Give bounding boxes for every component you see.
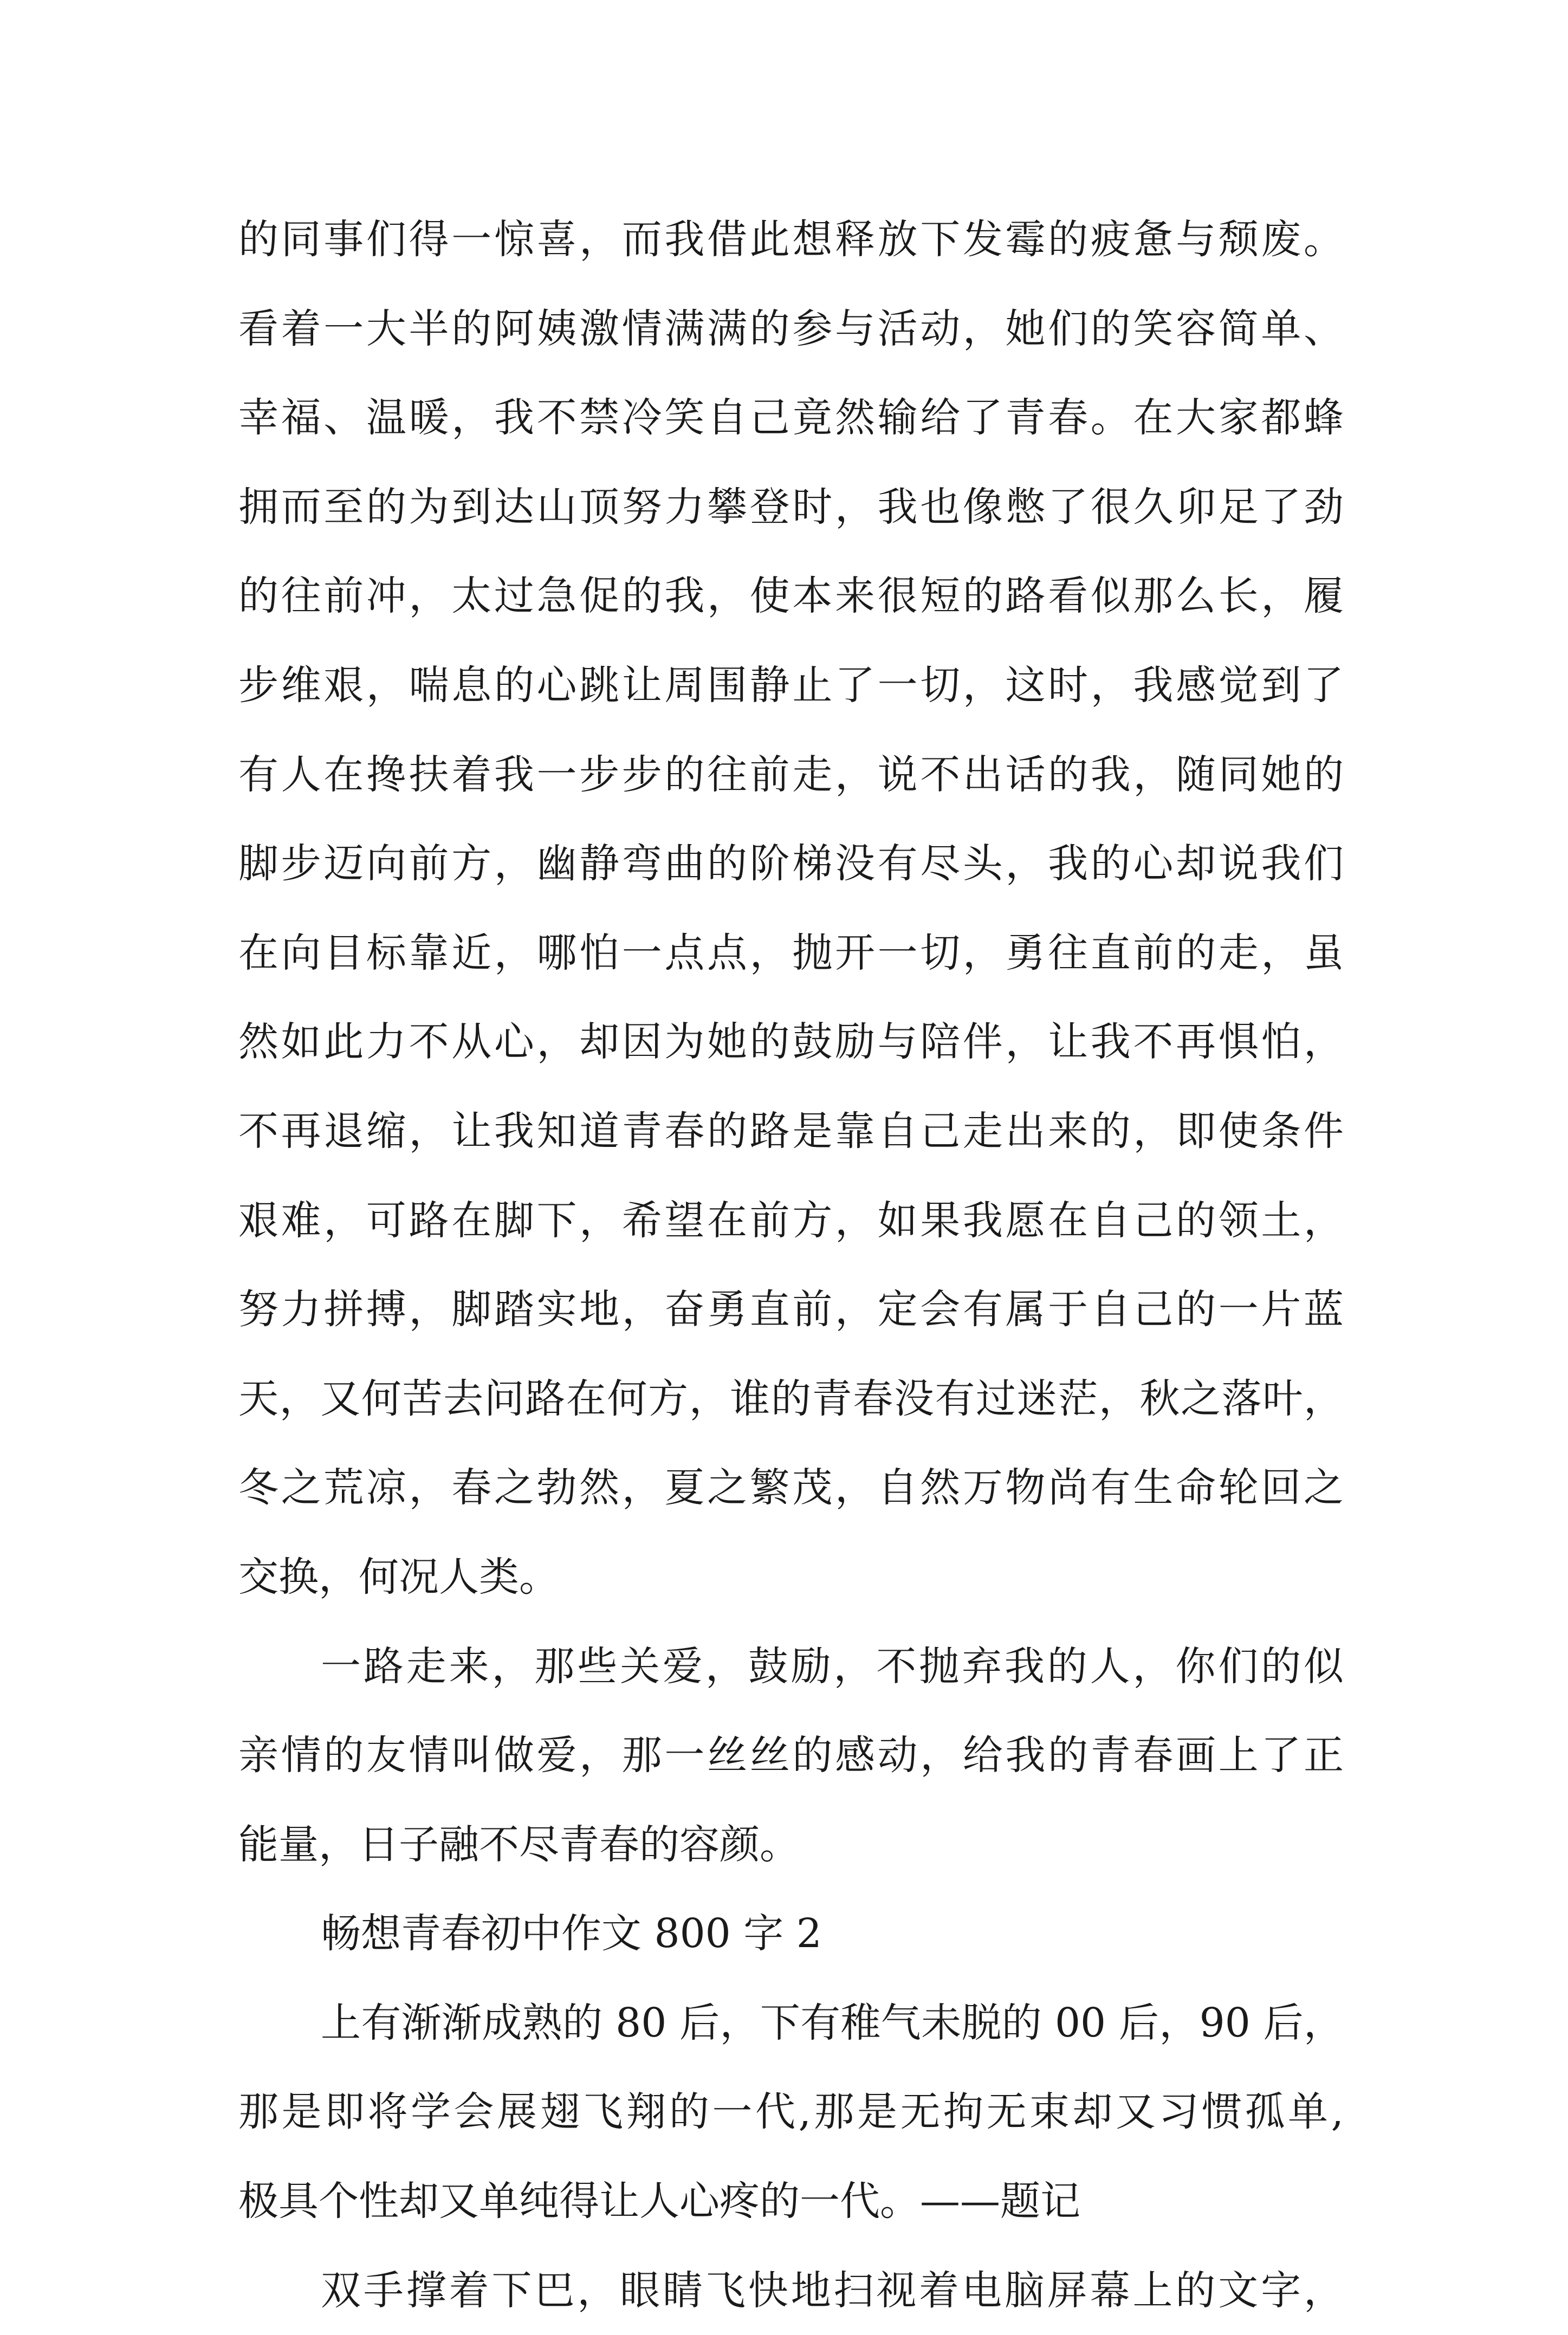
- text-line: 然如此力不从心，却因为她的鼓励与陪伴，让我不再惧怕，: [238, 1019, 1344, 1066]
- text-line: 一路走来，那些关爱，鼓励，不抛弃我的人，你们的似: [321, 1643, 1344, 1690]
- text-line: 的同事们得一惊喜，而我借此想释放下发霉的疲惫与颓废。: [238, 216, 1344, 263]
- text-line: 双手撑着下巴，眼睛飞快地扫视着电脑屏幕上的文字，: [321, 2267, 1344, 2314]
- text-line: 脚步迈向前方，幽静弯曲的阶梯没有尽头，我的心却说我们: [238, 840, 1344, 887]
- text-line: 看着一大半的阿姨激情满满的参与活动，她们的笑容简单、: [238, 305, 1344, 352]
- text-line: 能量，日子融不尽青春的容颜。: [238, 1821, 800, 1868]
- text-line: 冬之荒凉，春之勃然，夏之繁茂，自然万物尚有生命轮回之: [238, 1464, 1344, 1512]
- text-line: 天，又何苦去问路在何方，谁的青春没有过迷茫，秋之落叶，: [238, 1375, 1344, 1422]
- text-line: 艰难，可路在脚下，希望在前方，如果我愿在自己的领土，: [238, 1197, 1344, 1244]
- text-line: 努力拼搏，脚踏实地，奋勇直前，定会有属于自己的一片蓝: [238, 1286, 1344, 1333]
- text-line: 畅想青春初中作文 800 字 2: [321, 1910, 822, 1957]
- text-line: 在向目标靠近，哪怕一点点，抛开一切，勇往直前的走，虽: [238, 929, 1344, 976]
- text-line: 不再退缩，让我知道青春的路是靠自己走出来的，即使条件: [238, 1107, 1344, 1154]
- text-line: 极具个性却又单纯得让人心疼的一代。——题记: [238, 2178, 1080, 2225]
- text-line: 的往前冲，太过急促的我，使本来很短的路看似那么长，履: [238, 573, 1344, 620]
- text-line: 幸福、温暖，我不禁冷笑自己竟然输给了青春。在大家都蜂: [238, 394, 1344, 442]
- body-text: [238, 195, 1344, 2335]
- text-line: 步维艰，喘息的心跳让周围静止了一切，这时，我感觉到了: [238, 661, 1344, 709]
- text-line: 交换，何况人类。: [238, 1553, 559, 1600]
- text-line: 上有渐渐成熟的 80 后，下有稚气未脱的 00 后，90 后，: [321, 1999, 1344, 2046]
- text-line: 拥而至的为到达山顶努力攀登时，我也像憋了很久卯足了劲: [238, 483, 1344, 530]
- text-line: 那是即将学会展翅飞翔的一代,那是无拘无束却又习惯孤单,: [238, 2088, 1344, 2136]
- text-line: 有人在搀扶着我一步步的往前走，说不出话的我，随同她的: [238, 751, 1344, 798]
- text-line: 亲情的友情叫做爱，那一丝丝的感动，给我的青春画上了正: [238, 1732, 1344, 1779]
